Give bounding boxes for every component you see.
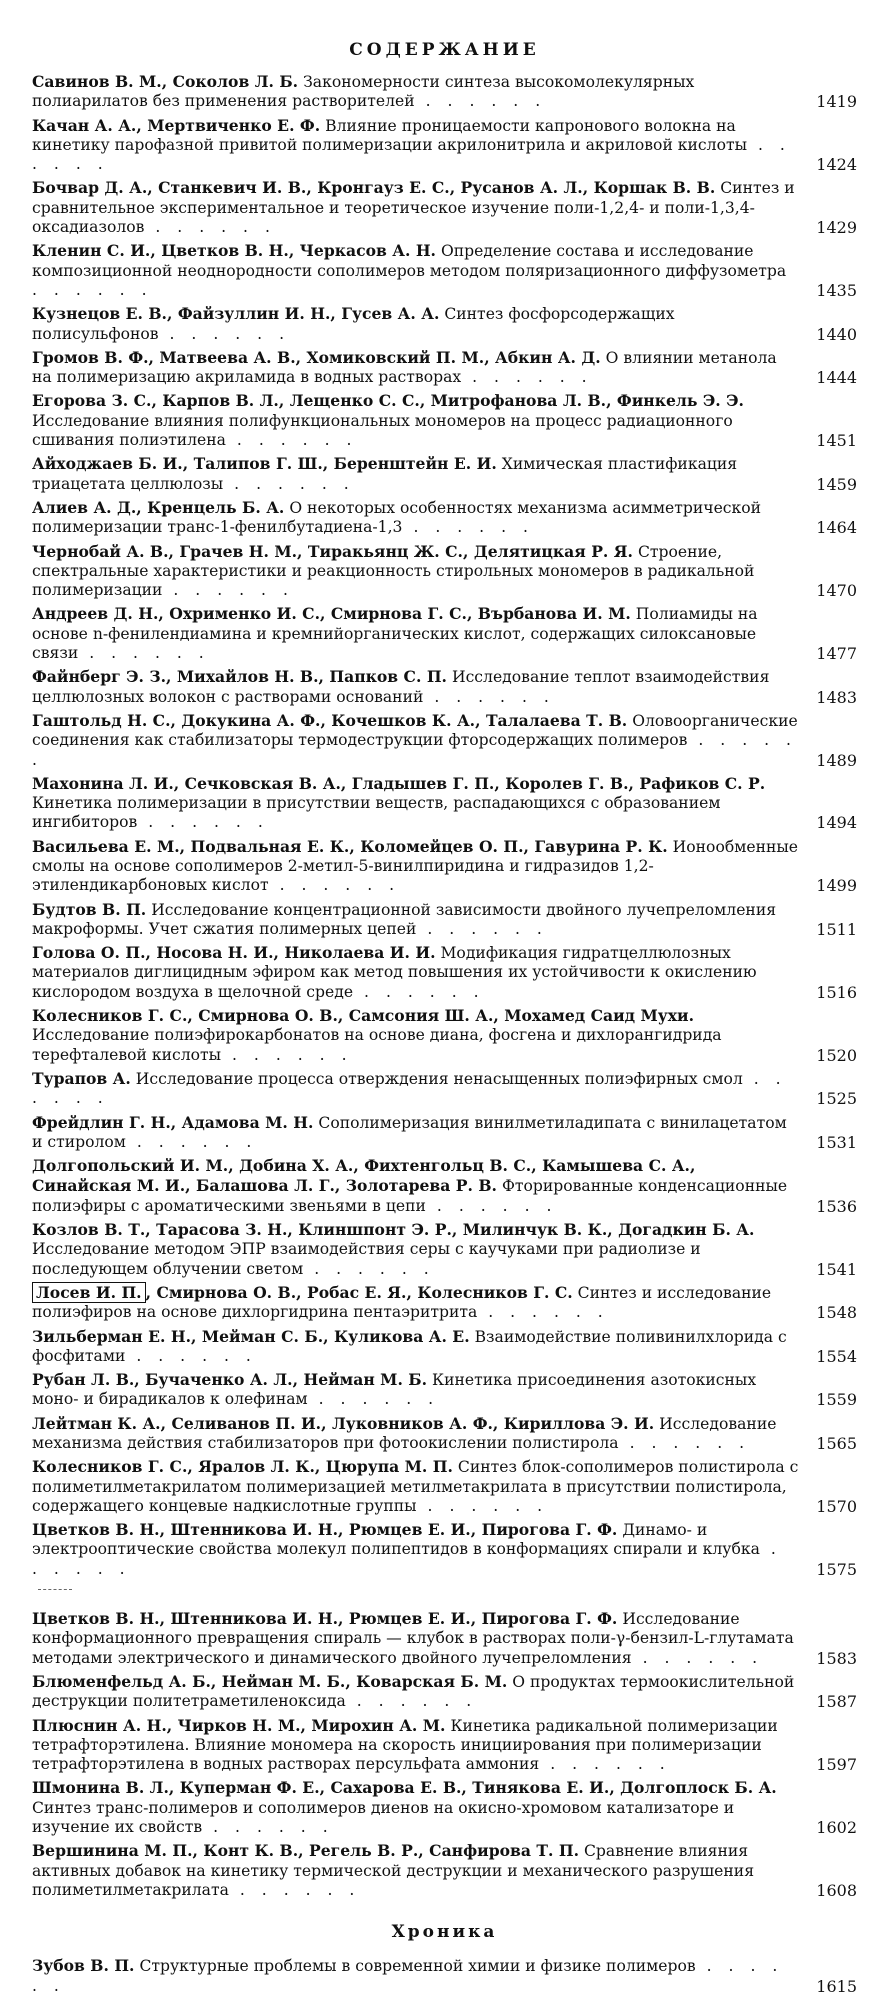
entry-page-number: 1494 [816,813,857,833]
entry-authors: Блюменфельд А. Б., Нейман М. Б., Коварская Б. М. [32,1671,508,1691]
leader-dots: . . . . . . [539,1755,671,1774]
entry-page-number: 1435 [816,280,857,300]
contents-entry [32,1414,857,1454]
entry-page-number: 1587 [816,1692,857,1712]
entry-page-number: 1499 [816,876,857,896]
entry-title: Исследование методом ЭПР взаимодействия серы с каучуками при радиолизе и последующем облучении светом [32,1240,701,1278]
entry-title: Исследование механизма действия стабилизаторов при фотоокислении полистирола [32,1414,777,1452]
entry-authors: Фрейдлин Г. Н., Адамова М. Н. [32,1112,314,1132]
entry-title: О влиянии метанола на полимеризацию акриламида в водных растворах [32,348,777,387]
entry-page-number: 1483 [816,687,857,707]
entry-title: О некоторых особенностях механизма асимметрической полимеризации транс-1-фенилбутадиена-1,3 [32,498,762,537]
entry-authors: Айходжаев Б. И., Талипов Г. Ш., Беренштейн Е. И. [32,454,497,474]
leader-dots: . . . . . . [416,919,548,938]
chronicle-list [32,1956,857,1996]
entry-page-number: 1451 [816,431,857,451]
entry-authors: Зубов В. П. [32,1956,135,1976]
entry-authors: , Смирнова О. В., Робас Е. Я., Колесников Г. С. [145,1282,573,1302]
contents-entry [32,454,857,494]
entry-text [32,774,809,833]
entry-authors: Будтов В. П. [32,899,147,919]
entry-title: Сравнение влияния активных добавок на кинетику термической деструкции и механического разрушения полиметилметакрилата [32,1842,755,1899]
entry-authors: Цветков В. Н., Штенникова И. Н., Рюмцев Е. И., Пирогова Г. Ф. [32,1520,618,1540]
leader-dots: . . . . . . [631,1648,764,1667]
contents-list-continued [32,1609,857,1900]
entry-text [32,711,809,770]
contents-entry [32,241,857,300]
contents-entry [32,774,857,833]
contents-entry [32,391,857,450]
entry-title: Фторированные конденсационные полиэфиры с ароматическими звеньями в цепи [32,1177,788,1215]
contents-entry [32,1672,857,1712]
table-of-contents [32,40,857,2000]
entry-title: Кинетика полимеризации в присутствии веществ, распадающихся с образованием ингибиторов [32,794,721,832]
entry-title: Синтез блок-сополимеров полистирола с полиметилметакрилатом полимеризацией метилметакрилата в присутствии полистирола, содержащего концевые надкислотные группы [32,1458,799,1515]
entry-text [32,1156,809,1216]
entry-title: Строение, спектральные характеристики и реакционность стирольных мономеров в радикальной полимеризации [32,542,755,600]
entry-title: Модификация гидратцеллюлозных материалов диглицидным эфиром как метод повышения их устойчивости к окислению кислородом воздуха в щелочной среде [32,944,757,1001]
contents-entry [32,667,857,707]
entry-page-number: 1597 [816,1755,857,1775]
entry-text [32,348,809,388]
contents-entry [32,348,857,388]
entry-page-number: 1536 [816,1196,857,1216]
chronicle-heading: Хроника [391,1922,498,1943]
contents-entry [32,1006,857,1065]
entry-authors: Цветков В. Н., Штенникова И. Н., Рюмцев Е. И., Пирогова Г. Ф. [32,1609,618,1629]
contents-entry [32,498,857,538]
leader-dots: . . . . . . [425,1196,558,1215]
entry-authors: Бочвар Д. А., Станкевич И. В., Кронгауз Е. С., Русанов А. Л., Коршак В. В. [32,178,716,198]
entry-title: Исследование теплот взаимодействия целлюлозных волокон с растворами оснований [32,668,770,706]
entry-authors: Плюснин А. Н., Чирков Н. М., Мирохин А. М. [32,1715,446,1735]
entry-text [32,900,809,940]
entry-authors: Качан А. А., Мертвиченко Е. Ф. [32,115,321,135]
entry-text [32,116,809,175]
entry-authors: Вершинина М. П., Конт К. В., Регель В. Р., Санфирова Т. П. [32,1841,580,1861]
entry-page-number: 1531 [816,1132,857,1152]
contents-entry [32,1327,857,1367]
leader-dots: . . . . . . [423,687,555,706]
entry-page-number: 1570 [816,1496,857,1516]
contents-entry [32,1113,857,1153]
entry-authors: Козлов В. Т., Тарасова З. Н., Клиншпонт Э. Р., Милинчук В. К., Догадкин Б. А. [32,1220,755,1240]
entry-text [32,454,809,494]
contents-entry [32,604,857,663]
entry-title: Исследование полиэфирокарбонатов на основе диана, фосгена и дихлорангидрида терефталевой кислоты [32,1026,722,1064]
entry-title: Синтез и исследование полиэфиров на основе дихлоргидрина пентаэритрита [32,1283,772,1322]
entry-authors: Громов В. Ф., Матвеева А. В., Хомиковский П. М., Абкин А. Д. [32,347,601,367]
entry-authors: Турапов А. [32,1068,131,1088]
entry-title: Определение состава и исследование композиционной неоднородности сополимеров методом поляризационного диффузометра [32,242,787,280]
entry-authors: Кленин С. И., Цветков В. Н., Черкасов А. Н. [32,241,436,261]
entry-page-number: 1554 [816,1346,857,1366]
entry-page-number: 1470 [816,581,857,601]
entry-page-number: 1440 [816,324,857,344]
entry-title: Полиамиды на основе n-фенилендиамина и кремнийорганических кислот, содержащих силоксановые связи [32,605,758,663]
leader-dots: . . . . . . [32,1957,784,1995]
entry-title: Кинетика радикальной полимеризации тетрафторэтилена. Влияние мономера на скорость инициирования при полимеризации тетрафторэтилена в водных растворах персульфата аммония [32,1716,778,1774]
contents-entry [32,1956,857,1996]
entry-title: Сополимеризация винилметиладипата с винилацетатом и стиролом [32,1113,787,1151]
entry-title: Взаимодействие поливинилхлорида с фосфитами [32,1327,787,1365]
entry-text [32,241,809,300]
entry-title: Исследование концентрационной зависимости двойного лучепреломления макроформы. Учет сжатия полимерных цепей [32,900,777,938]
leader-dots: . . . . . . [125,1132,258,1151]
contents-entry [32,1457,857,1516]
entry-authors: Зильберман Е. Н., Мейман С. Б., Куликова А. Е. [32,1326,470,1346]
contents-entry [32,837,857,896]
entry-authors: Алиев А. Д., Кренцель Б. А. [32,497,285,517]
entry-text [32,1414,809,1454]
contents-entry [32,72,857,112]
entry-text [32,1457,809,1516]
entry-title: Синтез и сравнительное экспериментальное и теоретическое изучение поли-1,2,4- и поли-1,3,4-оксадиазолов [32,179,795,237]
leader-dots: . . . . . . [618,1434,751,1452]
entry-page-number: 1565 [816,1434,857,1453]
entry-page-number: 1520 [816,1045,857,1065]
leader-dots: . . . . . . [125,1346,257,1365]
entry-text [32,1609,809,1668]
entry-page-number: 1459 [816,474,857,494]
contents-entry [32,1520,857,1579]
leader-dots: . . . . . . [353,982,485,1001]
leader-dots: . . . . . . [162,581,294,600]
entry-title: Структурные проблемы в современной химии и физике полимеров [139,1957,696,1976]
entry-title: О продуктах термоокислительной деструкции политетраметиленоксида [32,1672,795,1711]
entry-page-number: 1444 [816,368,857,388]
leader-dots: . . . . . . [477,1303,609,1322]
entry-text [32,542,809,601]
contents-entry [32,116,857,175]
entry-title: Исследование конформационного превращения спираль — клубок в растворах поли-γ-бензил-L-глутамата методами электрического и динамического двойного лучепреломления [32,1610,794,1667]
contents-list [32,72,857,1579]
leader-dots: . . . . . . [137,813,269,832]
leader-dots: . . . . . . [32,135,791,174]
entry-text [32,1370,809,1410]
entry-authors: Егорова З. С., Карпов В. Л., Лещенко С. С., Митрофанова Л. В., Финкель Э. Э. [32,391,744,411]
entry-text [32,1069,809,1109]
entry-authors: Махонина Л. И., Сечковская В. А., Гладышев Г. П., Королев Г. В., Рафиков С. Р. [32,773,766,793]
contents-entry [32,711,857,770]
entry-text [32,1220,809,1279]
entry-authors: Файнберг Э. З., Михайлов Н. В., Папков С. П. [32,667,447,687]
entry-authors: Рубан Л. В., Бучаченко А. Л., Нейман М. Б. [32,1370,428,1390]
entry-text [32,667,809,707]
entry-title: Исследование влияния полифункциональных мономеров на процесс радиационного сшивания полиэтилена [32,411,733,450]
contents-heading: СОДЕРЖАНИЕ [349,40,540,60]
entry-page-number: 1511 [816,919,857,939]
entry-page-number: 1525 [816,1089,857,1109]
entry-text [32,1327,809,1367]
entry-page-number: 1429 [816,218,857,238]
leader-dots: . . . . . . [414,92,547,111]
entry-page-number: 1575 [816,1559,857,1579]
entry-text [32,1841,809,1900]
entry-title: Исследование процесса отверждения ненасыщенных полиэфирных смол [135,1069,743,1088]
entry-page-number: 1489 [816,750,857,770]
leader-dots: . . . . . . [32,280,153,299]
leader-dots: . . . . . . [32,1540,782,1578]
entry-authors: Савинов В. М., Соколов Л. Б. [32,72,299,91]
entry-authors: Колесников Г. С., Смирнова О. В., Самсония Ш. А., Мохамед Саид Мухи. [32,1006,695,1026]
entry-text [32,72,809,112]
contents-entry [32,900,857,940]
contents-entry [32,1370,857,1410]
entry-text [32,604,809,663]
leader-dots: . . . . . . [303,1259,435,1278]
entry-authors: Чернобай А. В., Грачев Н. М., Тиракьянц Ж. С., Делятицкая Р. Я. [32,541,633,561]
entry-authors-deceased: Лосев И. П. [32,1282,146,1303]
entry-text [32,1283,809,1323]
entry-page-number: 1548 [816,1303,857,1323]
leader-dots: . . . . . . [78,644,210,663]
entry-page-number: 1464 [816,518,857,538]
entry-authors: Лейтман К. А., Селиванов П. И., Луковников А. Ф., Кириллова Э. И. [32,1413,655,1433]
contents-entry [32,304,857,344]
entry-text [32,1956,809,1996]
entry-text [32,391,809,450]
entry-page-number: 1608 [816,1880,857,1900]
leader-dots: . . . . . . [32,1069,787,1108]
leader-dots: . . . . . . [307,1390,440,1409]
entry-page-number: 1419 [816,92,857,112]
entry-text [32,304,809,344]
leader-dots: . . . . . . [221,1045,353,1064]
contents-entry [32,1609,857,1668]
entry-page-number: 1615 [816,1976,857,1996]
entry-title: Кинетика присоединения азотокисных моно- и бирадикалов к олефинам [32,1371,757,1409]
leader-dots: . . . . . . [416,1496,549,1515]
leader-dots: . . . . . . [32,731,798,769]
contents-entry [32,1716,857,1775]
leader-dots: . . . . . . [158,324,291,343]
entry-page-number: 1541 [816,1259,857,1279]
leader-dots: . . . . . . [223,474,355,493]
leader-dots: . . . . . . [228,1880,361,1899]
entry-text [32,1716,809,1775]
entry-page-number: 1602 [816,1818,857,1838]
contents-entry [32,1283,857,1323]
entry-text [32,837,809,896]
leader-dots: . . . . . . [402,518,534,537]
entry-page-number: 1516 [816,982,857,1002]
entry-title: Химическая пластификация триацетата целлюлозы [32,455,738,493]
contents-entry [32,1841,857,1900]
leader-dots: . . . . . . [144,218,276,237]
entry-title: Синтез фосфорсодержащих полисульфонов [32,305,675,343]
entry-text [32,498,809,538]
contents-entry [32,542,857,601]
entry-text [32,1520,809,1579]
entry-authors: Шмонина В. Л., Куперман Ф. Е., Сахарова Е. В., Тинякова Е. И., Долгоплоск Б. А. [32,1778,777,1798]
entry-title: Влияние проницаемости капронового волокна на кинетику парофазной привитой полимеризации акрилонитрила и акриловой кислоты [32,116,747,154]
entry-title: Закономерности синтеза высокомолекулярных полиарилатов без применения растворителей [32,73,695,111]
entry-text [32,1672,809,1712]
entry-authors: Гаштольд Н. С., Докукина А. Ф., Кочешков К. А., Талалаева Т. В. [32,710,628,730]
entry-authors: Кузнецов Е. В., Файзуллин И. Н., Гусев А. А. [32,304,440,324]
entry-text [32,1006,809,1065]
contents-entry [32,178,857,237]
entry-page-number: 1477 [816,644,857,664]
entry-title: Динамо- и электрооптические свойства молекул полипептидов в конформациях спирали и клубка [32,1521,760,1559]
entry-page-number: 1583 [816,1648,857,1668]
entry-authors: Андреев Д. Н., Охрименко И. С., Смирнова Г. С., Върбанова И. М. [32,604,631,624]
entry-text [32,1113,809,1153]
leader-dots: . . . . . . [225,431,358,450]
contents-entry [32,1156,857,1216]
entry-text [32,178,809,237]
contents-entry [32,943,857,1002]
entry-page-number: 1424 [816,155,857,175]
entry-page-number: 1559 [816,1390,857,1410]
entry-authors: Голова О. П., Носова Н. И., Николаева И. И. [32,943,436,963]
entry-authors: Колесников Г. С., Яралов Л. К., Цюрупа М. П. [32,1457,453,1477]
leader-dots: . . . . . . [461,368,593,387]
leader-dots: . . . . . . [202,1818,334,1837]
leader-dots: . . . . . . [345,1692,478,1711]
leader-dots: . . . . . . [268,876,401,895]
separator [32,1585,857,1599]
entry-authors: Васильева Е. М., Подвальная Е. К., Коломейцев О. П., Гавурина Р. К. [32,836,668,856]
contents-entry [32,1069,857,1109]
contents-entry [32,1778,857,1837]
entry-title: Синтез транс-полимеров и сополимеров диенов на окисно-хромовом катализаторе и изучение их свойств [32,1798,735,1837]
entry-text [32,943,809,1002]
entry-title: Ионообменные смолы на основе сополимеров 2-метил-5-винилпиридина и гидразидов 1,2-этилендикарбоновых кислот [32,837,799,895]
contents-entry [32,1220,857,1279]
entry-text [32,1778,809,1837]
entry-authors: Долгопольский И. М., Добина Х. А., Фихтенгольц В. С., Камышева С. А., Синайская М. И., Балашова Л. Г., Золотарева Р. В. [32,1156,696,1196]
entry-title: Оловоорганические соединения как стабилизаторы термодеструкции фторсодержащих полимеров [32,711,798,750]
